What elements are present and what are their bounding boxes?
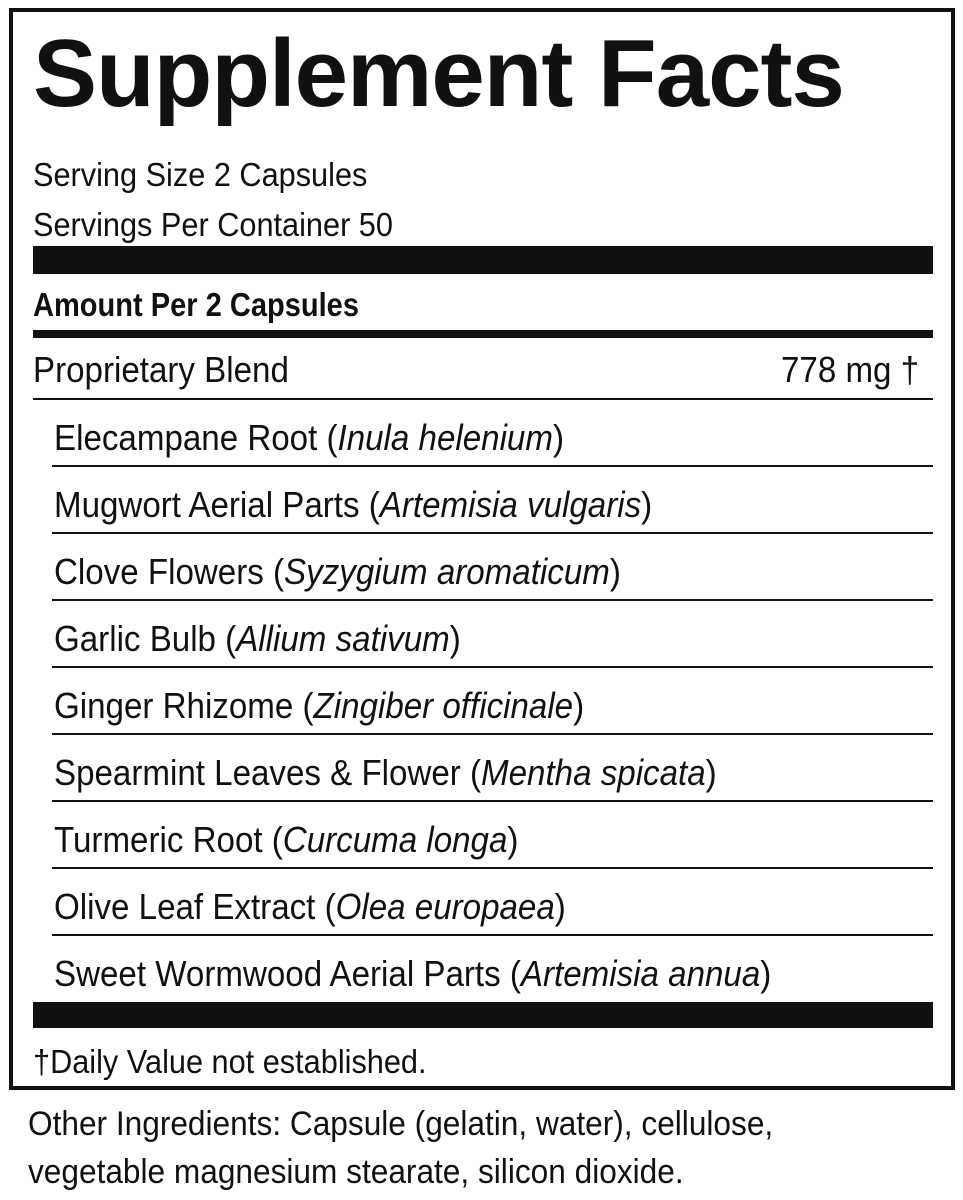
ingredient-row: Spearmint Leaves & Flower (Mentha spicata) — [52, 735, 933, 802]
servings-per-container: Servings Per Container 50 — [33, 206, 393, 243]
other-ingredients-line-1: Other Ingredients: Capsule (gelatin, water), cellulose, — [28, 1105, 774, 1143]
latin-name: Artemisia vulgaris — [379, 484, 642, 525]
proprietary-blend-row — [33, 336, 933, 400]
ingredient-row: Ginger Rhizome (Zingiber officinale) — [52, 668, 933, 735]
ingredient-row: Clove Flowers (Syzygium aromaticum) — [52, 534, 933, 601]
ingredient-row: Elecampane Root (Inula helenium) — [52, 400, 933, 467]
latin-name: Curcuma longa — [282, 819, 508, 860]
ingredient-row: Sweet Wormwood Aerial Parts (Artemisia annua) — [54, 953, 772, 994]
latin-name: Olea europaea — [335, 886, 555, 927]
blend-name: Proprietary Blend — [33, 349, 289, 390]
ingredient-row: Olive Leaf Extract (Olea europaea) — [52, 869, 933, 936]
latin-name: Allium sativum — [236, 618, 450, 659]
ingredient-row: Garlic Bulb (Allium sativum) — [52, 601, 933, 668]
thick-divider-bottom — [33, 1002, 933, 1028]
latin-name: Zingiber officinale — [313, 685, 574, 726]
latin-name: Syzygium aromaticum — [284, 551, 610, 592]
latin-name: Mentha spicata — [481, 752, 706, 793]
serving-size: Serving Size 2 Capsules — [33, 156, 368, 193]
panel-title: Supplement Facts — [33, 20, 844, 127]
latin-name: Inula helenium — [337, 417, 553, 458]
ingredient-list — [52, 400, 933, 1003]
supplement-facts-panel — [9, 8, 955, 1090]
amount-per-serving-header: Amount Per 2 Capsules — [33, 286, 359, 323]
latin-name: Artemisia annua — [520, 953, 761, 994]
ingredient-row: Turmeric Root (Curcuma longa) — [52, 802, 933, 869]
daily-value-footnote: †Daily Value not established. — [33, 1043, 427, 1080]
thick-divider-top — [33, 246, 933, 274]
ingredient-row: Mugwort Aerial Parts (Artemisia vulgaris) — [52, 467, 933, 534]
blend-amount: 778 mg † — [780, 349, 919, 390]
other-ingredients-line-2: vegetable magnesium stearate, silicon dioxide. — [28, 1153, 684, 1191]
